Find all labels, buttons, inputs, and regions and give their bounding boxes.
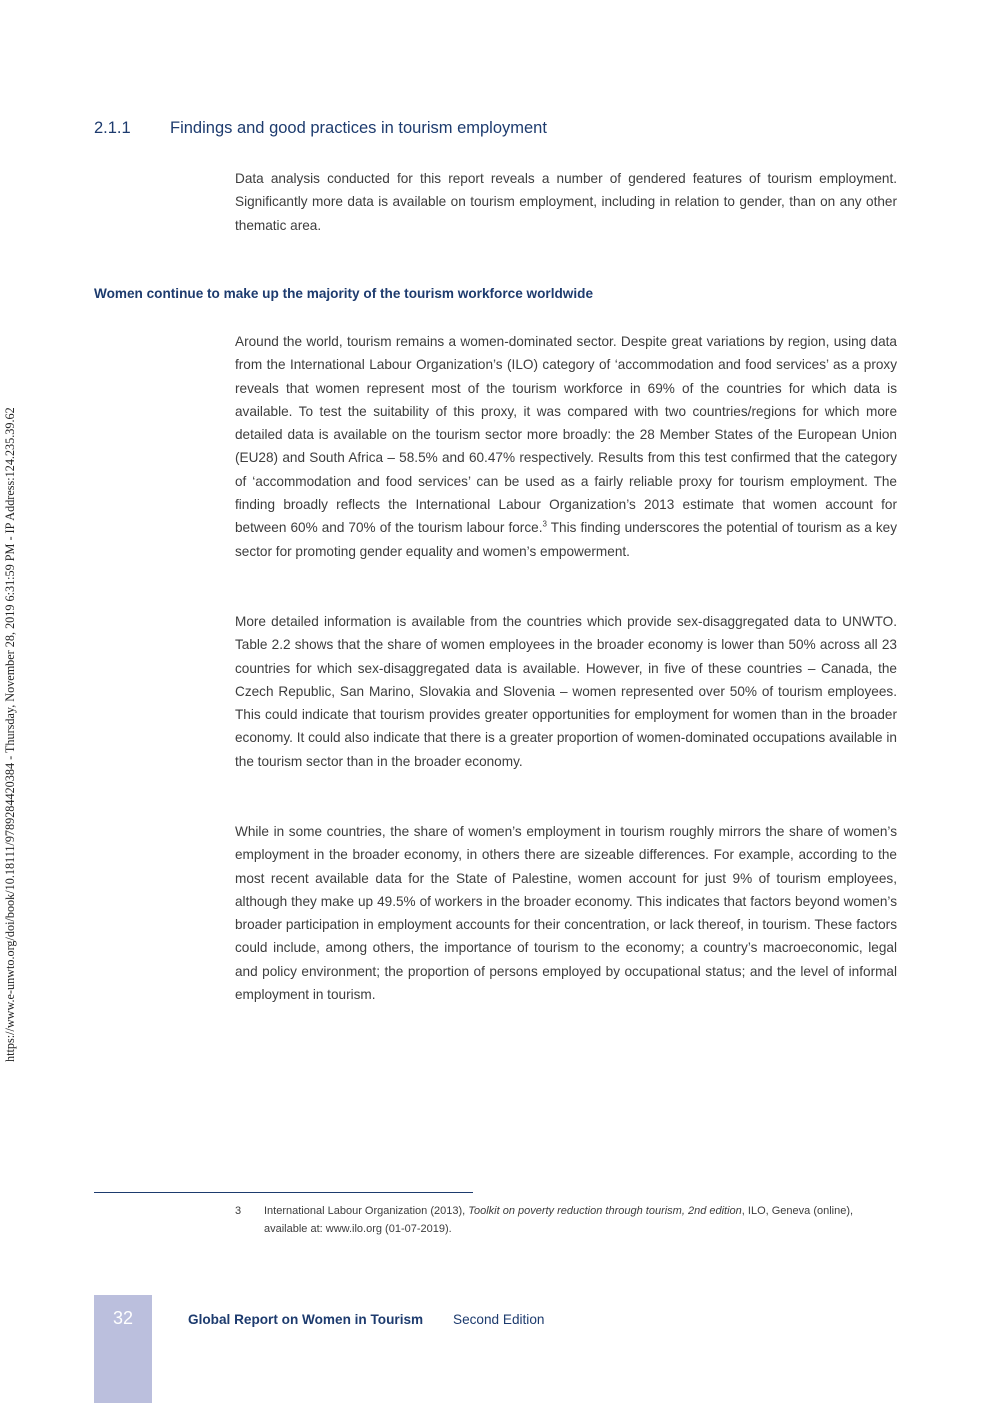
body-paragraph-2 <box>235 610 897 773</box>
footnote-number: 3 <box>235 1205 242 1217</box>
paragraph-2-text: More detailed information is available from the countries which provide sex-disaggregated data to UNWTO. Table 2.2 shows that the share of women employees in the broader economy is lower than 50% across all 23 countries for which sex-disaggregated data is available. However, in five of these countries – Canada, the Czech Republic, San Marino, Slovakia and Slovenia – women represented over 50% of tourism employees. This could indicate that tourism provides greater opportunities for employment for women than in the broader economy. It could also indicate that there is a greater proportion of women-dominated occupations available in the tourism sector than in the broader economy. <box>235 614 897 769</box>
body-paragraph-3 <box>235 820 897 1006</box>
footnote-divider <box>94 1192 473 1193</box>
footnote-text <box>264 1202 897 1238</box>
body-paragraph-1 <box>235 330 897 563</box>
subsection-heading: Women continue to make up the majority of the tourism workforce worldwide <box>94 286 593 301</box>
section-heading <box>94 119 547 138</box>
footer-edition: Second Edition <box>453 1312 545 1327</box>
footnote-reference: 3 <box>542 519 547 529</box>
paragraph-3-text: While in some countries, the share of women’s employment in tourism roughly mirrors the share of women’s employment in the broader economy, in others there are sizeable differences. For example, according to the most recent available data for the State of Palestine, women account for just 9% of tourism employees, although they make up 49.5% of workers in the broader economy. This indicates that factors beyond women’s broader participation in employment accounts for their concentration, or lack thereof, in tourism. These factors could include, among others, the importance of tourism to the economy; a country’s macroeconomic, legal and policy environment; the proportion of persons employed by occupational status; and the level of informal employment in tourism. <box>235 824 897 1003</box>
footnote-text-end: , ILO, Geneva (online), available at: www.ilo.org (01-07-2019). <box>264 1205 854 1235</box>
paragraph-1-text <box>235 330 897 563</box>
paragraph-1-main: Around the world, tourism remains a women-dominated sector. Despite great variations by region, using data from the International Labour Organization’s (ILO) category of ‘accommodation and food services’ as a proxy reveals that women represent most of the tourism workforce in 69% of the countries for which data is available. To test the suitability of this proxy, it was compared with two countries/regions for which more detailed data is available on the tourism sector more broadly: the 28 Member States of the European Union (EU28) and South Africa – 58.5% and 60.47% respectively. Results from this test confirmed that the category of ‘accommodation and food services’ can be used as a fairly reliable proxy for tourism employment. The finding broadly reflects the International Labour Organization’s 2013 estimate that women account for between 60% and 70% of the tourism labour force. <box>235 334 897 536</box>
section-title: Findings and good practices in tourism employment <box>170 119 547 137</box>
footnote-text-start: International Labour Organization (2013), <box>264 1205 469 1217</box>
section-number: 2.1.1 <box>94 119 131 137</box>
download-stamp <box>2 340 18 1062</box>
paragraph-1-tail: This finding underscores the potential of tourism as a key sector for promoting gender equality and women’s empowerment. <box>235 520 897 559</box>
footer-report-title: Global Report on Women in Tourism <box>188 1312 424 1327</box>
intro-paragraph-text: Data analysis conducted for this report reveals a number of gendered features of tourism employment. Significantly more data is available on tourism employment, including in relation to gender, than on any other thematic area. <box>235 171 897 233</box>
intro-paragraph <box>235 167 897 237</box>
footnote-book-title: Toolkit on poverty reduction through tourism, 2nd edition <box>468 1205 742 1217</box>
page-number-box <box>94 1295 152 1403</box>
page-number: 32 <box>112 1308 134 1328</box>
download-stamp-text: https://www.e-unwto.org/doi/book/10.18111/9789284420384 - Thursday, November 28, 2019 6:31:59 PM - IP Address:124.235.39.62 <box>3 407 17 1062</box>
footnote <box>235 1202 897 1238</box>
